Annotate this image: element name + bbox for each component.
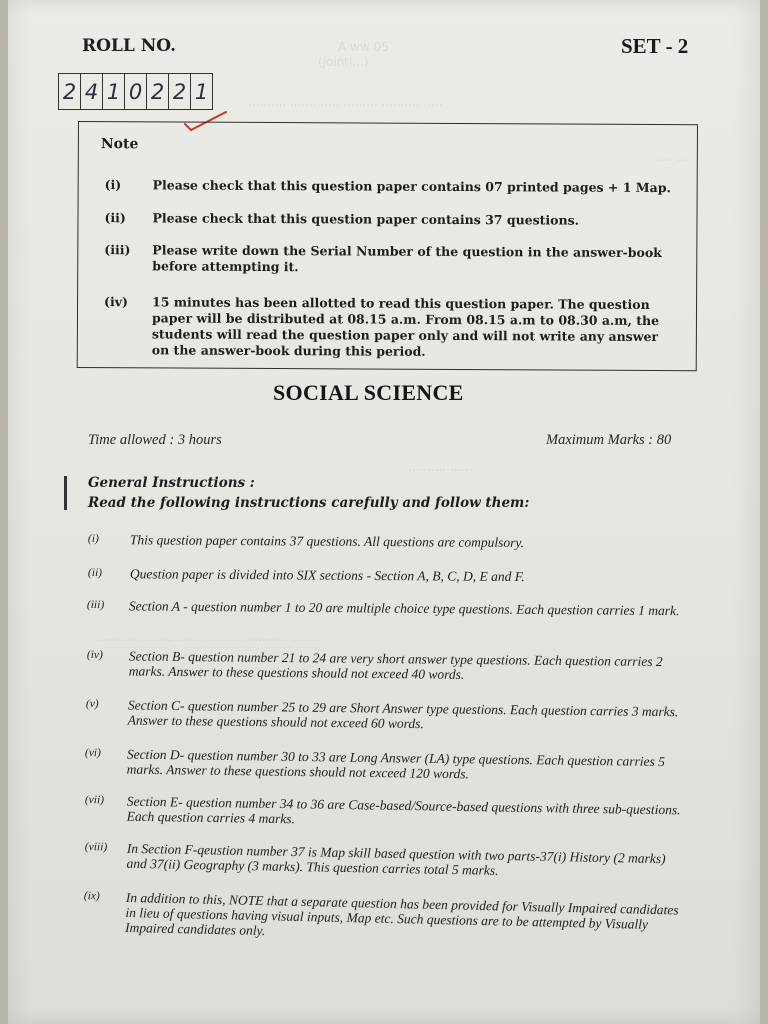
instruction-item — [85, 746, 691, 784]
note-item — [105, 177, 680, 196]
instruction-number: (i) — [87, 533, 99, 546]
instruction-number: (viii) — [84, 840, 108, 854]
instruction-item — [88, 566, 688, 585]
question-paper-page: A ww 05 (jointl...) .......... ............. ......... .......... ..... .... ... .......... ...... .......... ......... ....... ........ ............ ....... ROLL NO. SET - 2 2 4 1 0 2 2 1 Note (i) Please check that this question paper contains 07 printed pages + 1 Map. (ii) Please check that this question paper contains 37 questions. (iii) Please write down the Serial Number of the question in the answer-book before attempting it. (iv) 15 minutes has been allotted to read this question paper. The question paper will be distributed at 08.15 a.m. From 08.15 a.m to 08.30 a.m, the students will read the question paper only and will not write any answer on the answer-book during this period. SOCIAL SCIENCE Time allowed : 3 hours Maximum Marks : 80 General Instructions : Read the following instructions carefully and follow them: (i) This question paper contains 37 questions. All questions are compulsory. (ii) Question paper is divided into SIX sections - Section A, B, C, D, E and F. (iii) Section A - question number 1 to 20 are multiple choice type questions. Each question carries 1 mark. (iv) Section B- question number 21 to 24 are very short answer type questions. Each question carries 2 marks. Answer to these questions should not exceed 40 words. (v) Section C- question number 25 to 29 are Short Answer type questions. Each question carries 3 marks. Answer to these questions should not exceed 60 words. (vi) Section D- question number 30 to 33 are Long Answer (LA) type questions. Each question carries 5 marks. Answer to these questions should not exceed 120 words. (vii) Section E- question number 34 to 36 are Case-based/Source-based questions with three sub-questions. Each question carries 4 marks. (viii) In Section F-qeustion number 37 is Map skill based question with two parts-37(i) History (2 marks) and 37(ii) Geography (3 marks). This question carries total 5 marks. (ix) In addition to this, NOTE that a separate question has been provided for Visually Impaired candidates in lieu of questions having visual inputs, Map etc. Such questions are to be attempted by Visually Impaired candidates only. — [8, 0, 760, 1024]
instruction-item — [86, 697, 686, 734]
maximum-marks: Maximum Marks : 80 — [546, 432, 672, 448]
roll-digit: 2 — [59, 74, 81, 109]
instruction-item — [83, 889, 682, 948]
note-item — [104, 294, 679, 361]
instruction-text: In addition to this, NOTE that a separate question has been provided for Visually Impaired candidates in lieu of questions having visual inputs, Map etc. Such questions are to be attempted by Visually Impaired candidates only. — [124, 889, 679, 939]
note-item-number: (iii) — [104, 242, 131, 258]
general-instructions-subtitle: Read the following instructions carefully and follow them: — [88, 495, 530, 511]
note-item — [104, 242, 679, 277]
instruction-item — [88, 532, 688, 551]
instruction-number: (v) — [85, 697, 99, 711]
instruction-text: This question paper contains 37 questions. All questions are compulsory. — [129, 532, 525, 551]
roll-digit: 2 — [169, 74, 191, 109]
general-instructions-title: General Instructions : — [88, 475, 255, 491]
roll-number-label: ROLL NO. — [82, 36, 177, 56]
note-item-text: 15 minutes has been allotted to read this question paper. The question paper will be distributed at 08.15 a.m. From 08.15 a.m to 08.30 a.m, the students will read the question paper only and will not write any answer on the answer-book during this period. — [151, 294, 660, 359]
note-item-text: Please write down the Serial Number of the question in the answer-book before attempting it. — [152, 242, 662, 275]
instruction-text: In Section F-qeustion number 37 is Map skill based question with two parts-37(i) History (2 marks) and 37(ii) Geography (3 marks). This question carries total 5 marks. — [126, 840, 666, 878]
margin-pen-mark — [64, 476, 67, 510]
time-allowed: Time allowed : 3 hours — [88, 432, 222, 448]
roll-digit: 4 — [81, 74, 103, 109]
note-title: Note — [100, 136, 139, 153]
roll-number-boxes — [58, 73, 213, 110]
instruction-item — [87, 598, 687, 618]
instruction-number: (iv) — [86, 648, 103, 662]
note-item-number: (iv) — [104, 294, 128, 310]
note-item-text: Please check that this question paper contains 37 questions. — [152, 210, 580, 228]
roll-digit: 1 — [103, 74, 125, 109]
instruction-text: Question paper is divided into SIX sections - Section A, B, C, D, E and F. — [129, 566, 525, 585]
note-box — [77, 121, 698, 371]
note-item — [104, 210, 679, 229]
note-item-number: (ii) — [104, 210, 126, 226]
note-item-text: Please check that this question paper contains 07 printed pages + 1 Map. — [152, 177, 671, 196]
instruction-item — [84, 840, 688, 882]
instruction-text: Section C- question number 25 to 29 are Short Answer type questions. Each question carries 3 marks. Answer to these questions should not exceed 60 words. — [127, 697, 679, 732]
instruction-number: (vii) — [84, 793, 105, 807]
note-item-number: (i) — [104, 177, 122, 193]
instruction-item — [87, 648, 695, 684]
instruction-number: (ix) — [83, 889, 100, 903]
subject-title: SOCIAL SCIENCE — [273, 380, 464, 405]
instruction-number: (vi) — [84, 746, 101, 760]
instruction-text: Section A - question number 1 to 20 are multiple choice type questions. Each question carries 1 mark. — [128, 598, 680, 619]
instruction-number: (ii) — [87, 567, 103, 580]
instruction-text: Section D- question number 30 to 33 are Long Answer (LA) type questions. Each question carries 5 marks. Answer to these questions should not exceed 120 words. — [126, 746, 666, 782]
instruction-text: Section E- question number 34 to 36 are Case-based/Source-based questions with three sub-questions. Each question carries 4 marks. — [126, 793, 681, 827]
set-number-label: SET - 2 — [621, 34, 689, 58]
roll-digit: 2 — [147, 74, 169, 109]
instruction-item — [85, 793, 697, 833]
instruction-number: (iii) — [86, 598, 105, 612]
roll-digit: 1 — [194, 79, 209, 104]
roll-digit: 0 — [125, 74, 147, 109]
instruction-text: Section B- question number 21 to 24 are very short answer type questions. Each question carries 2 marks. Answer to these questions should not exceed 40 words. — [128, 648, 663, 682]
